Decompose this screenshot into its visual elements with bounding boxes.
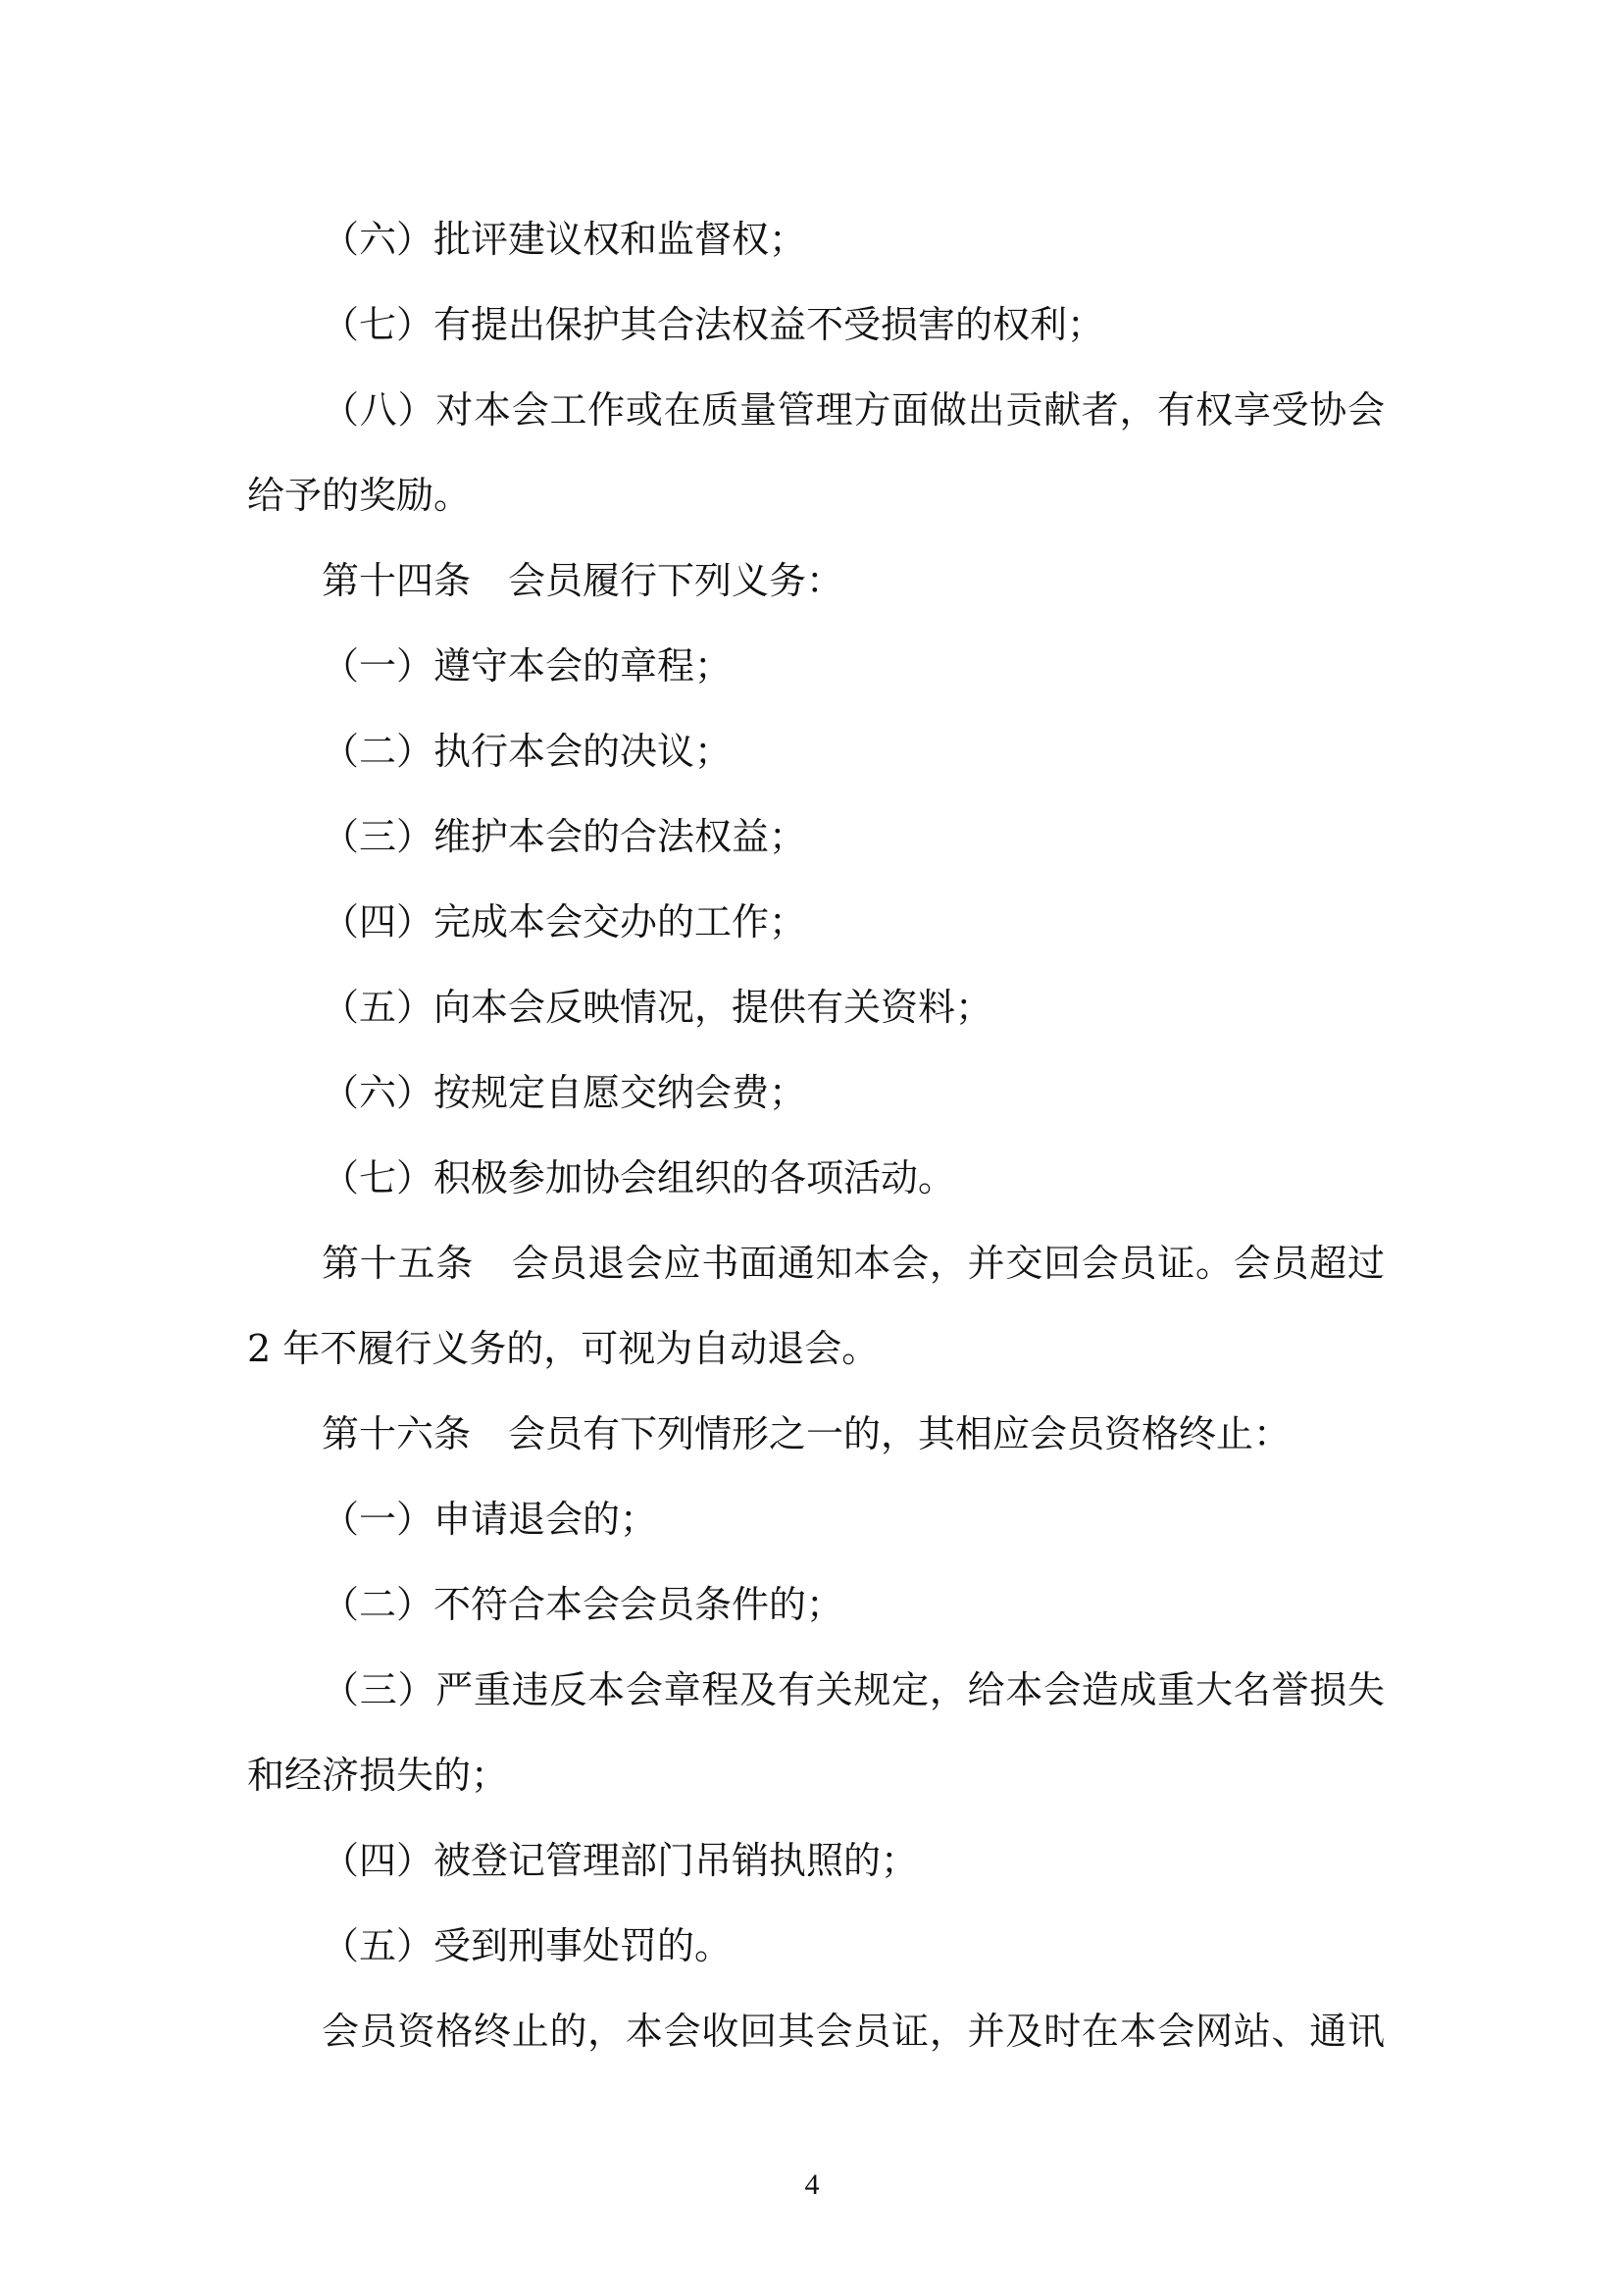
- text-line: （七）积极参加协会组织的各项活动。: [322, 1156, 956, 1199]
- page-number: 4: [804, 2168, 820, 2201]
- text-line: （八）对本会工作或在质量管理方面做出贡献者，有权享受协会: [322, 388, 1385, 432]
- text-line: （一）申请退会的；: [322, 1498, 658, 1541]
- text-line: （五）受到刑事处罚的。: [322, 1924, 733, 1967]
- text-line: （一）遵守本会的章程；: [322, 644, 733, 688]
- text-line: （六）按规定自愿交纳会费；: [322, 1071, 807, 1114]
- text-line: 和经济损失的；: [247, 1754, 509, 1797]
- text-line: （三）维护本会的合法权益；: [322, 815, 807, 858]
- text-line: 第十六条 会员有下列情形之一的，其相应会员资格终止：: [322, 1412, 1292, 1455]
- text-line: 第十五条 会员退会应书面通知本会，并交回会员证。会员超过: [322, 1242, 1385, 1285]
- text-line: （六）批评建议权和监督权；: [322, 218, 807, 261]
- text-line: （二）不符合本会会员条件的；: [322, 1583, 844, 1626]
- text-line: （五）向本会反映情况，提供有关资料；: [322, 986, 993, 1029]
- text-line: 会员资格终止的，本会收回其会员证，并及时在本会网站、通讯: [322, 2010, 1385, 2053]
- text-line: （四）被登记管理部门吊销执照的；: [322, 1839, 919, 1882]
- text-line: （二）执行本会的决议；: [322, 730, 733, 773]
- text-line: （三）严重违反本会章程及有关规定，给本会造成重大名誉损失: [322, 1668, 1385, 1711]
- text-line: （七）有提出保护其合法权益不受损害的权利；: [322, 303, 1105, 346]
- text-line: 2 年不履行义务的，可视为自动退会。: [247, 1327, 880, 1370]
- text-line: 第十四条 会员履行下列义务：: [322, 559, 844, 602]
- text-line: （四）完成本会交办的工作；: [322, 900, 807, 943]
- text-line: 给予的奖励。: [247, 474, 472, 517]
